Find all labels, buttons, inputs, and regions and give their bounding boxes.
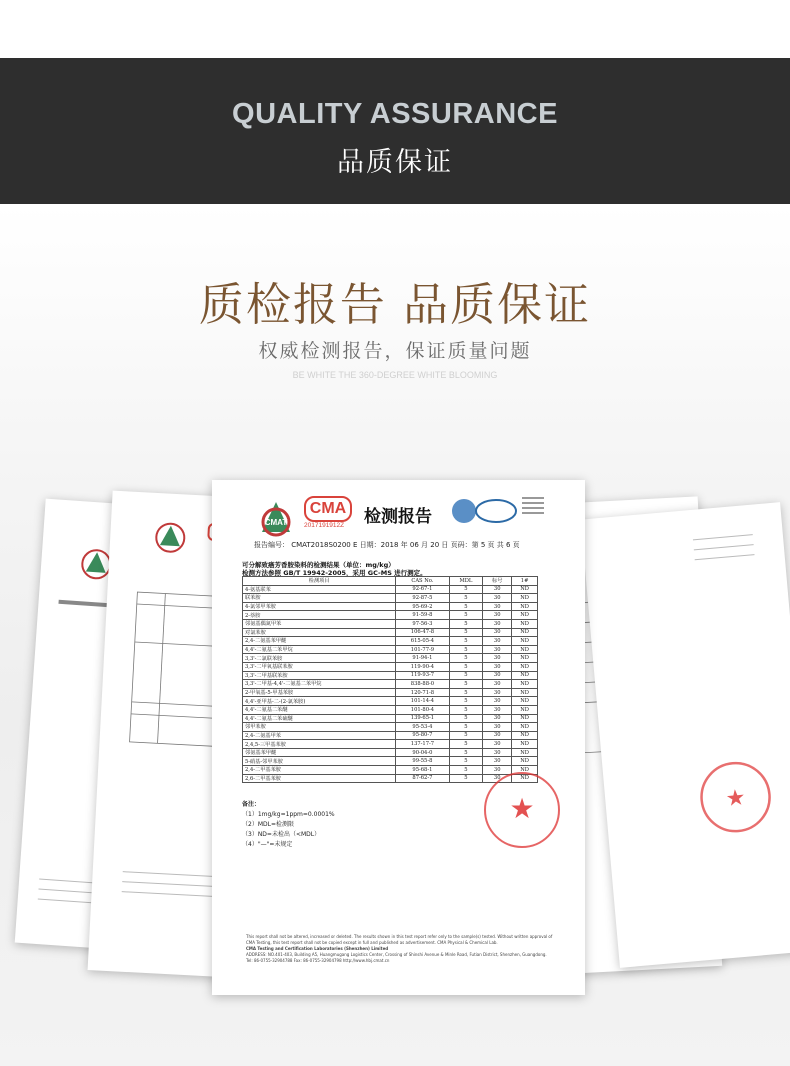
table-cell: 邻氨基偶氮甲苯 [243, 619, 396, 628]
table-cell: ND [512, 602, 538, 611]
table-cell: 5 [449, 723, 483, 732]
table-cell: 5 [449, 714, 483, 723]
table-cell: ND [512, 688, 538, 697]
table-cell: ND [512, 645, 538, 654]
table-cell: 5 [449, 774, 483, 783]
table-header-cell: 1# [512, 577, 538, 586]
table-cell: 5 [449, 697, 483, 706]
table-cell: 邻甲苯胺 [243, 723, 396, 732]
table-cell: ND [512, 585, 538, 594]
table-cell: ND [512, 697, 538, 706]
official-seal-stamp: ★ [484, 772, 560, 848]
table-cell: ND [512, 723, 538, 732]
footer-lab-name: CMA Testing and Certification Laboratories (Shenzhen) Limited [246, 946, 389, 951]
table-cell: 30 [483, 602, 512, 611]
table-cell: 97-56-3 [396, 619, 449, 628]
main-test-report [212, 480, 585, 995]
table-cell: 5 [449, 766, 483, 775]
svg-text:★: ★ [724, 785, 747, 812]
section-tagline: BE WHITE THE 360-DEGREE WHITE BLOOMING [292, 370, 498, 380]
table-cell: 119-90-4 [396, 662, 449, 671]
table-cell: 5 [449, 662, 483, 671]
table-cell: ND [512, 774, 538, 783]
table-cell: 101-77-9 [396, 645, 449, 654]
section-subtitle: 权威检测报告，保证质量问题 [258, 340, 532, 362]
footer-contact: Tel: 86-0755-32904788 Fax: 86-0755-32904798 http://www.hbj.cmat.cn [246, 958, 390, 963]
top-banner [0, 58, 790, 204]
table-cell: 3,3'-二甲氧基联苯胺 [243, 662, 396, 671]
table-cell: 5 [449, 602, 483, 611]
table-row [243, 619, 538, 628]
table-row [243, 611, 538, 620]
table-row [243, 723, 538, 732]
table-cell: ND [512, 654, 538, 663]
table-cell: ND [512, 611, 538, 620]
table-row [243, 654, 538, 663]
cma-number: 2017191912Z [304, 522, 345, 529]
table-cell: 30 [483, 723, 512, 732]
table-cell: 5 [449, 654, 483, 663]
table-cell: ND [512, 731, 538, 740]
table-cell: 139-65-1 [396, 714, 449, 723]
table-cell: 92-67-1 [396, 585, 449, 594]
svg-text:CMAT: CMAT [264, 518, 288, 527]
table-row [243, 602, 538, 611]
table-cell: 5 [449, 628, 483, 637]
table-cell: 4,4'-亚甲基-二-(2-氯苯胺) [243, 697, 396, 706]
table-row [243, 671, 538, 680]
table-cell: 30 [483, 740, 512, 749]
table-cell: 120-71-8 [396, 688, 449, 697]
table-row [243, 680, 538, 689]
table-cell: ND [512, 671, 538, 680]
notes-title: 备注： [242, 801, 261, 808]
table-cell: 30 [483, 662, 512, 671]
table-row [243, 774, 538, 783]
table-header-cell: CAS No. [396, 577, 449, 586]
table-cell: 30 [483, 628, 512, 637]
table-cell: 95-68-1 [396, 766, 449, 775]
results-table [242, 576, 538, 783]
table-cell: 5 [449, 731, 483, 740]
table-cell: 119-93-7 [396, 671, 449, 680]
table-cell: 95-80-7 [396, 731, 449, 740]
table-row [243, 628, 538, 637]
table-cell: ND [512, 757, 538, 766]
table-row [243, 731, 538, 740]
table-cell: 2,4-二氨基甲苯 [243, 731, 396, 740]
table-cell: ND [512, 594, 538, 603]
table-header-cell: 检测项目 [243, 577, 396, 586]
accreditation-text-block [522, 494, 544, 524]
table-cell: 5 [449, 637, 483, 646]
table-cell: 3,3'-二甲基联苯胺 [243, 671, 396, 680]
table-row [243, 688, 538, 697]
footer-disclaimer: This report shall not be altered, increased or deleted. The results shown in this test report refer only to the sample(s) tested. Without written approval of CMA Testing, this test report shall not be copied except in full and published as advertisement. CMA Physical & Chemical Lab. [246, 934, 553, 945]
table-cell: 95-53-4 [396, 723, 449, 732]
table-cell: 91-59-8 [396, 611, 449, 620]
table-cell: 30 [483, 645, 512, 654]
table-cell: 137-17-7 [396, 740, 449, 749]
note-item: （3）ND=未检出（<MDL） [242, 831, 321, 838]
table-cell: 5-硝基-邻甲苯胺 [243, 757, 396, 766]
report-footer [246, 934, 556, 964]
table-row [243, 757, 538, 766]
table-cell: 30 [483, 611, 512, 620]
table-row [243, 645, 538, 654]
table-cell: 101-14-4 [396, 697, 449, 706]
table-cell: ND [512, 619, 538, 628]
note-item: （4）"—"=未规定 [242, 841, 293, 848]
table-cell: 30 [483, 585, 512, 594]
table-row [243, 766, 538, 775]
table-row [243, 585, 538, 594]
table-cell: 30 [483, 748, 512, 757]
cma-mark: CMA [304, 496, 352, 522]
table-cell: 30 [483, 619, 512, 628]
note-item: （1）1mg/kg=1ppm=0.0001% [242, 811, 335, 818]
ilac-mra-logo-icon [450, 496, 520, 526]
table-cell: 4,4'-二氨基二苯硫醚 [243, 714, 396, 723]
table-row [243, 697, 538, 706]
table-cell: 2,4,5-三甲基苯胺 [243, 740, 396, 749]
table-header-row [243, 577, 538, 586]
table-cell: 30 [483, 731, 512, 740]
report-number-line: 报告编号： CMAT2018S0200 E 日期：2018 年 06 月 20 日 页码：第 5 页 共 6 页 [254, 541, 520, 549]
table-cell: 5 [449, 645, 483, 654]
table-cell: 30 [483, 594, 512, 603]
table-cell: 5 [449, 757, 483, 766]
table-cell: 838-88-0 [396, 680, 449, 689]
table-header-cell: MDL [449, 577, 483, 586]
table-cell: ND [512, 662, 538, 671]
table-row [243, 662, 538, 671]
table-cell: 2-甲氧基-5-甲基苯胺 [243, 688, 396, 697]
table-cell: 615-05-4 [396, 637, 449, 646]
table-cell: ND [512, 637, 538, 646]
notes-block [242, 800, 335, 850]
table-row [243, 594, 538, 603]
table-cell: 3,3'-二氯联苯胺 [243, 654, 396, 663]
table-cell: 3,3'-二甲基-4,4'-二氨基二苯甲烷 [243, 680, 396, 689]
table-cell: 4,4'-二氨基二苯甲烷 [243, 645, 396, 654]
table-cell: 90-04-0 [396, 748, 449, 757]
table-cell: 87-62-7 [396, 774, 449, 783]
table-cell: 4-氨基联苯 [243, 585, 396, 594]
table-cell: ND [512, 628, 538, 637]
test-intro: 可分解致癌芳香胺染料的检测结果（单位：mg/kg） [242, 561, 395, 569]
table-cell: 30 [483, 757, 512, 766]
table-cell: 30 [483, 705, 512, 714]
table-cell: 30 [483, 697, 512, 706]
table-cell: 92-87-5 [396, 594, 449, 603]
table-cell: 30 [483, 688, 512, 697]
banner-title-en: QUALITY ASSURANCE [232, 98, 558, 130]
table-cell: ND [512, 680, 538, 689]
table-cell: 30 [483, 671, 512, 680]
table-cell: 2,4-二甲基苯胺 [243, 766, 396, 775]
table-cell: 30 [483, 774, 512, 783]
note-item: （2）MDL=检测限 [242, 821, 294, 828]
table-cell: 30 [483, 654, 512, 663]
table-cell: 2,6-二甲基苯胺 [243, 774, 396, 783]
table-cell: 5 [449, 680, 483, 689]
report-title: 检测报告 [364, 507, 432, 527]
table-cell: 5 [449, 611, 483, 620]
table-cell: ND [512, 705, 538, 714]
table-cell: ND [512, 766, 538, 775]
table-cell: 99-55-8 [396, 757, 449, 766]
table-cell: 106-47-8 [396, 628, 449, 637]
table-cell: 30 [483, 680, 512, 689]
table-cell: 95-69-2 [396, 602, 449, 611]
table-row [243, 637, 538, 646]
banner-title-cn: 品质保证 [337, 147, 453, 178]
table-cell: 30 [483, 766, 512, 775]
test-method: 检测方法参照 GB/T 19942-2005，采用 GC-MS 进行测定。 [242, 569, 427, 577]
table-row [243, 705, 538, 714]
table-header-cell: 标号 [483, 577, 512, 586]
table-cell: 对氯苯胺 [243, 628, 396, 637]
table-cell: 邻氨基苯甲醚 [243, 748, 396, 757]
table-cell: 101-80-4 [396, 705, 449, 714]
table-cell: 4-氯邻甲苯胺 [243, 602, 396, 611]
table-cell: 5 [449, 748, 483, 757]
table-row [243, 748, 538, 757]
table-cell: ND [512, 740, 538, 749]
table-cell: 2,4-二氨基苯甲醚 [243, 637, 396, 646]
table-cell: 5 [449, 671, 483, 680]
table-row [243, 714, 538, 723]
cmat-logo-icon [252, 494, 300, 538]
table-cell: 2-萘胺 [243, 611, 396, 620]
table-row [243, 740, 538, 749]
table-cell: ND [512, 714, 538, 723]
table-cell: 4,4'-二氨基二苯醚 [243, 705, 396, 714]
table-cell: 91-94-1 [396, 654, 449, 663]
table-cell: 30 [483, 637, 512, 646]
table-cell: 5 [449, 619, 483, 628]
table-cell: ND [512, 748, 538, 757]
table-cell: 5 [449, 740, 483, 749]
table-cell: 5 [449, 688, 483, 697]
footer-address: ADDRESS: NO.401-403, Building A5, Huangmugang Logistics Center, Crossing of Shinshi Avenue & Minle Road, Futian District, Shenzhen, Guangdong. [246, 952, 547, 957]
table-cell: 5 [449, 585, 483, 594]
table-cell: 5 [449, 594, 483, 603]
section-headline: 质检报告 品质保证 [198, 278, 592, 331]
table-cell: 联苯胺 [243, 594, 396, 603]
table-cell: 30 [483, 714, 512, 723]
table-cell: 5 [449, 705, 483, 714]
